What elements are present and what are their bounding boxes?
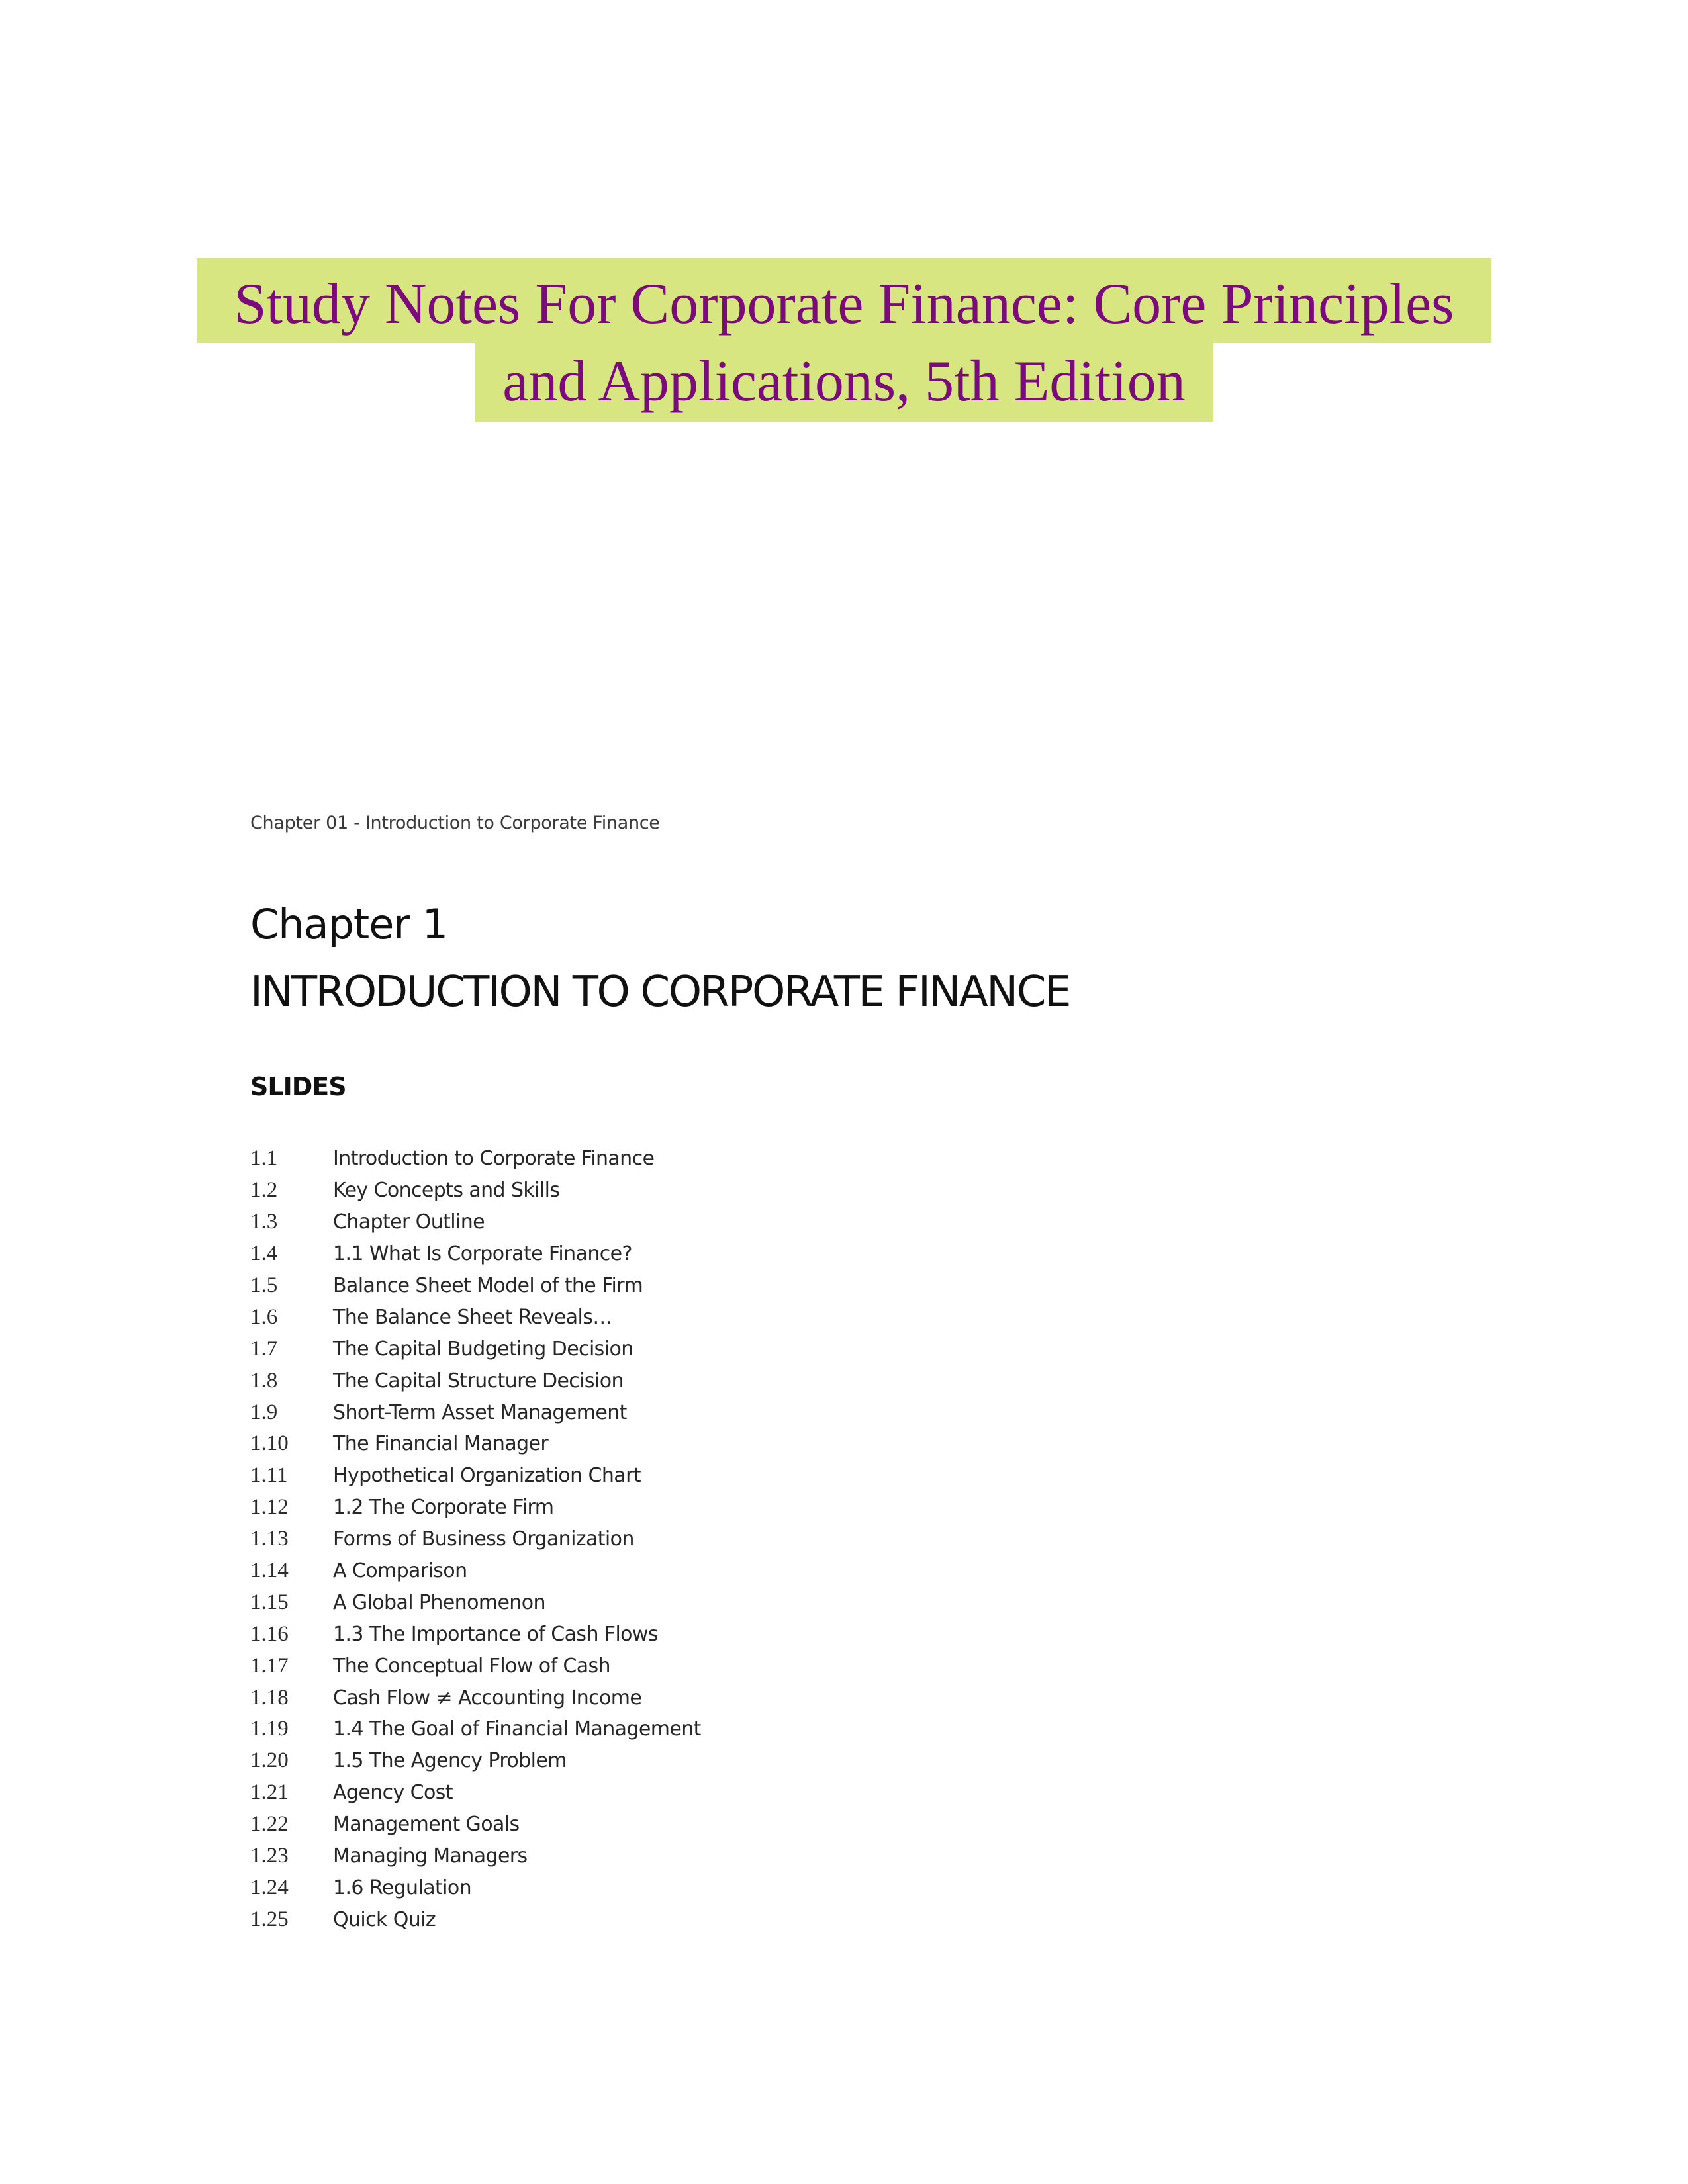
- slide-title: The Capital Budgeting Decision: [333, 1337, 633, 1361]
- slide-list-item: [250, 1555, 701, 1587]
- slide-list-item: [250, 1524, 701, 1555]
- slide-list-item: [250, 1428, 701, 1460]
- slide-title: Balance Sheet Model of the Firm: [333, 1274, 643, 1297]
- slide-number: 1.2: [250, 1178, 278, 1203]
- slide-list-item: [250, 1238, 701, 1270]
- slide-number: 1.5: [250, 1273, 278, 1297]
- slide-title: Chapter Outline: [333, 1210, 485, 1234]
- slide-list-item: [250, 1586, 701, 1618]
- slide-list-item: [250, 1333, 701, 1365]
- slide-number: 1.20: [250, 1749, 289, 1773]
- slide-number: 1.15: [250, 1590, 289, 1614]
- slide-number: 1.22: [250, 1812, 289, 1837]
- slide-title: Cash Flow ≠ Accounting Income: [333, 1686, 642, 1709]
- slide-title: The Balance Sheet Reveals…: [333, 1305, 612, 1329]
- slide-number: 1.14: [250, 1559, 289, 1583]
- slide-list-item: [250, 1650, 701, 1682]
- slide-title: 1.3 The Importance of Cash Flows: [333, 1622, 658, 1646]
- slide-list-item: [250, 1713, 701, 1745]
- slide-title: Short-Term Asset Management: [333, 1400, 627, 1424]
- slide-number: 1.4: [250, 1242, 278, 1266]
- slide-number: 1.25: [250, 1907, 289, 1931]
- slide-number: 1.11: [250, 1463, 288, 1488]
- slide-title: 1.4 The Goal of Financial Management: [333, 1717, 701, 1741]
- slide-number: 1.9: [250, 1400, 278, 1424]
- slide-list-item: [250, 1745, 701, 1777]
- slide-title: Managing Managers: [333, 1844, 528, 1868]
- slide-title: 1.6 Regulation: [333, 1876, 472, 1899]
- slide-list-item: [250, 1365, 701, 1396]
- slide-title: 1.5 The Agency Problem: [333, 1749, 567, 1773]
- slide-number: 1.3: [250, 1210, 278, 1234]
- title-line-1: Study Notes For Corporate Finance: Core Principles: [197, 258, 1491, 343]
- slide-title: Agency Cost: [333, 1781, 453, 1805]
- slide-title: The Capital Structure Decision: [333, 1369, 624, 1392]
- slide-title: Management Goals: [333, 1813, 520, 1837]
- slide-number: 1.8: [250, 1368, 278, 1392]
- slide-list-item: [250, 1175, 701, 1206]
- slide-title: Introduction to Corporate Finance: [333, 1147, 655, 1171]
- slide-list-item: [250, 1396, 701, 1428]
- slide-list-item: [250, 1492, 701, 1524]
- slide-title: Key Concepts and Skills: [333, 1179, 560, 1203]
- slide-title: 1.2 The Corporate Firm: [333, 1496, 554, 1520]
- slide-title: A Comparison: [333, 1559, 467, 1583]
- slide-list-item: [250, 1143, 701, 1175]
- chapter-number-heading: Chapter 1: [250, 900, 448, 948]
- slide-list-item: [250, 1682, 701, 1713]
- slide-title: Forms of Business Organization: [333, 1527, 634, 1551]
- slide-number: 1.6: [250, 1304, 278, 1329]
- slide-list-item: [250, 1841, 701, 1872]
- slide-title: The Conceptual Flow of Cash: [333, 1654, 610, 1678]
- slide-number: 1.7: [250, 1336, 278, 1361]
- running-header: Chapter 01 - Introduction to Corporate Finance: [250, 813, 660, 833]
- slide-list-item: [250, 1618, 701, 1650]
- slide-number: 1.19: [250, 1717, 289, 1741]
- slide-list-item: [250, 1270, 701, 1302]
- slide-list-item: [250, 1206, 701, 1238]
- slide-list-item: [250, 1809, 701, 1841]
- slide-title: 1.1 What Is Corporate Finance?: [333, 1242, 632, 1266]
- slide-number: 1.16: [250, 1621, 289, 1646]
- slide-title: Quick Quiz: [333, 1907, 436, 1931]
- slide-title: Hypothetical Organization Chart: [333, 1464, 641, 1488]
- slide-number: 1.12: [250, 1495, 289, 1520]
- title-line-2: and Applications, 5th Edition: [475, 343, 1213, 422]
- slide-number: 1.24: [250, 1875, 289, 1899]
- slide-list: [250, 1143, 701, 1935]
- slide-number: 1.17: [250, 1653, 289, 1678]
- chapter-title-heading: INTRODUCTION TO CORPORATE FINANCE: [250, 968, 1070, 1017]
- slide-list-item: [250, 1460, 701, 1492]
- slide-number: 1.13: [250, 1527, 289, 1551]
- slide-list-item: [250, 1301, 701, 1333]
- slide-number: 1.10: [250, 1432, 289, 1456]
- slide-number: 1.18: [250, 1685, 289, 1709]
- slides-section-label: SLIDES: [250, 1072, 346, 1101]
- slide-list-item: [250, 1903, 701, 1935]
- slide-number: 1.23: [250, 1844, 289, 1868]
- slide-list-item: [250, 1872, 701, 1903]
- slide-title: A Global Phenomenon: [333, 1590, 545, 1614]
- slide-number: 1.21: [250, 1780, 289, 1805]
- slide-number: 1.1: [250, 1146, 278, 1171]
- slide-list-item: [250, 1777, 701, 1809]
- slide-title: The Financial Manager: [333, 1432, 549, 1456]
